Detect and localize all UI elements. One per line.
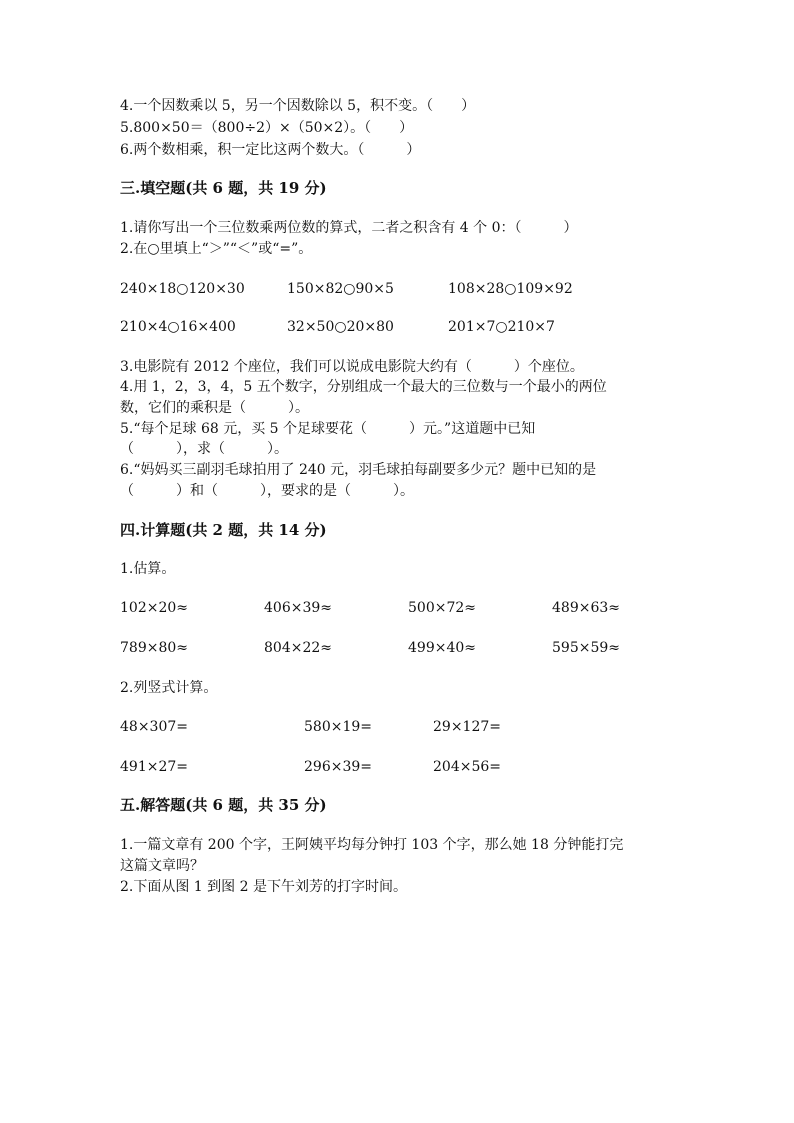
- fill-question-5-line-2: （ ），求（ ）。: [120, 441, 288, 457]
- section-heading-solve: 五.解答题(共 6 题，共 35 分): [120, 796, 327, 814]
- vertical-calc-item: 491×27=: [120, 759, 188, 775]
- section-heading-fill: 三.填空题(共 6 题，共 19 分): [120, 179, 327, 197]
- calc-question-2: 2.列竖式计算。: [120, 680, 218, 696]
- vertical-calc-item: 204×56=: [433, 759, 501, 775]
- compare-item: 201×7○210×7: [448, 319, 555, 335]
- fill-question-6-line-1: 6.“妈妈买三副羽毛球拍用了 240 元，羽毛球拍每副要多少元？题中已知的是: [120, 462, 597, 478]
- judge-item-4: 4.一个因数乘以 5，另一个因数除以 5，积不变。（ ）: [120, 98, 476, 114]
- compare-item: 150×82○90×5: [287, 281, 394, 297]
- estimate-item: 500×72≈: [408, 600, 476, 616]
- section-heading-calc: 四.计算题(共 2 题，共 14 分): [120, 521, 327, 539]
- fill-question-2: 2.在○里填上“＞”“＜”或“=”。: [120, 241, 313, 257]
- fill-question-1: 1.请你写出一个三位数乘两位数的算式，二者之积含有 4 个 0：（ ）: [120, 220, 578, 236]
- calc-question-1: 1.估算。: [120, 561, 176, 577]
- vertical-calc-item: 296×39=: [304, 759, 372, 775]
- compare-item: 210×4○16×400: [120, 319, 236, 335]
- solve-question-1-line-2: 这篇文章吗？: [120, 858, 204, 874]
- compare-item: 108×28○109×92: [448, 281, 573, 297]
- estimate-item: 789×80≈: [120, 640, 188, 656]
- judge-item-5: 5.800×50＝（800÷2）×（50×2）。（ ）: [120, 120, 414, 136]
- estimate-item: 595×59≈: [552, 640, 620, 656]
- compare-item: 32×50○20×80: [287, 319, 394, 335]
- estimate-item: 499×40≈: [408, 640, 476, 656]
- judge-item-6: 6.两个数相乘，积一定比这两个数大。（ ）: [120, 142, 421, 158]
- vertical-calc-item: 580×19=: [304, 719, 372, 735]
- fill-question-6-line-2: （ ）和（ ），要求的是（ ）。: [120, 483, 414, 499]
- vertical-calc-item: 29×127=: [433, 719, 501, 735]
- compare-item: 240×18○120×30: [120, 281, 245, 297]
- fill-question-4-line-1: 4.用 1，2，3，4，5 五个数字，分别组成一个最大的三位数与一个最小的两位: [120, 379, 607, 395]
- fill-question-3: 3.电影院有 2012 个座位，我们可以说成电影院大约有（ ）个座位。: [120, 359, 584, 375]
- estimate-item: 406×39≈: [264, 600, 332, 616]
- solve-question-1-line-1: 1.一篇文章有 200 个字，王阿姨平均每分钟打 103 个字，那么她 18 分钟能打完: [120, 837, 624, 853]
- estimate-item: 489×63≈: [552, 600, 620, 616]
- estimate-item: 102×20≈: [120, 600, 188, 616]
- vertical-calc-item: 48×307=: [120, 719, 188, 735]
- fill-question-4-line-2: 数，它们的乘积是（ ）。: [120, 400, 309, 416]
- solve-question-2: 2.下面从图 1 到图 2 是下午刘芳的打字时间。: [120, 879, 407, 895]
- fill-question-5-line-1: 5.“每个足球 68 元，买 5 个足球要花（ ）元。”这道题中已知: [120, 421, 536, 437]
- estimate-item: 804×22≈: [264, 640, 332, 656]
